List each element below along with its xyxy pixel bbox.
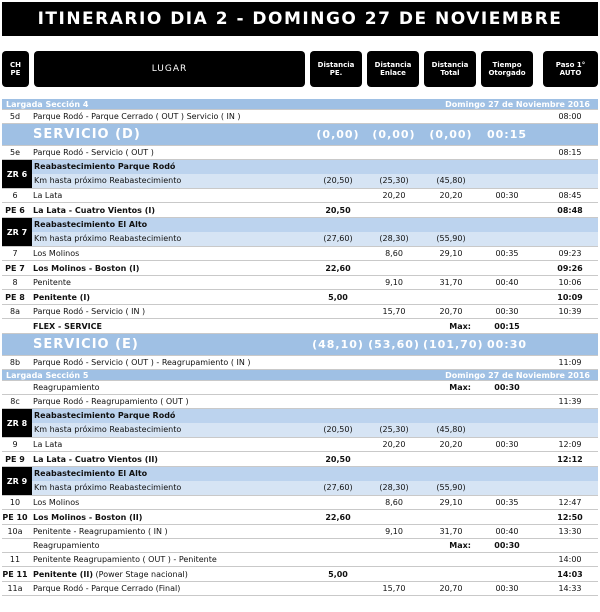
page-title: ITINERARIO DIA 2 - DOMINGO 27 DE NOVIEMBRE	[2, 2, 598, 36]
distance-total: (45,80)	[436, 176, 466, 185]
control-number: 8b	[9, 358, 21, 367]
first-car-time: 13:30	[558, 527, 582, 536]
control-number: PE 8	[5, 293, 25, 302]
header-distancia-enlace	[367, 51, 419, 87]
refuel-zone-row	[2, 160, 598, 189]
first-car-time: 12:47	[558, 498, 582, 507]
first-car-time: 11:09	[558, 358, 582, 367]
first-car-time: 14:03	[557, 570, 583, 579]
section-date: Domingo 27 de Noviembre 2016	[445, 100, 590, 109]
table-row	[2, 510, 598, 525]
first-car-time: 09:26	[557, 264, 583, 273]
control-number: 10	[9, 498, 21, 507]
control-number: 8c	[10, 397, 20, 406]
time-allowed: 00:30	[495, 440, 519, 449]
location-extra: (Power Stage nacional)	[92, 570, 188, 579]
distance-total: (0,00)	[429, 128, 473, 141]
table-row	[2, 203, 598, 218]
first-car-time: 08:45	[558, 191, 582, 200]
location-name: Parque Rodó - Parque Cerrado ( OUT ) Servicio ( IN )	[33, 112, 241, 121]
distance-enlace: 20,20	[382, 440, 406, 449]
distance-enlace: 8,60	[385, 498, 403, 507]
table-row	[2, 319, 598, 334]
time-allowed: 00:30	[495, 584, 519, 593]
distance-total: 20,20	[439, 440, 463, 449]
table-row	[2, 567, 598, 582]
time-allowed: 00:30	[495, 191, 519, 200]
header-distancia-pe-label: Distancia PE.	[317, 61, 355, 77]
time-allowed: 00:15	[486, 128, 527, 141]
location-name: La Lata	[33, 440, 63, 449]
table-row	[2, 381, 598, 395]
distance-pe: 5,00	[328, 293, 348, 302]
distance-pe: 5,00	[328, 570, 348, 579]
control-number: PE 6	[5, 206, 25, 215]
table-row	[2, 496, 598, 510]
refuel-detail-label: Km hasta próximo Reabastecimiento	[34, 425, 182, 434]
time-allowed: 00:15	[494, 322, 520, 331]
first-car-time: 11:39	[558, 397, 582, 406]
first-car-time: 09:23	[558, 249, 582, 258]
first-car-time: 14:33	[558, 584, 582, 593]
location-name: Parque Rodó - Servicio ( IN )	[33, 307, 146, 316]
location-name: Parque Rodó - Servicio ( OUT )	[33, 148, 154, 157]
distance-enlace: 15,70	[382, 307, 406, 316]
distance-enlace: 8,60	[385, 249, 403, 258]
time-allowed: 00:30	[494, 383, 520, 392]
refuel-zone-row	[2, 409, 598, 438]
table-row	[2, 247, 598, 261]
table-row	[2, 539, 598, 553]
table-row	[2, 276, 598, 290]
distance-total: (101,70)	[423, 338, 484, 351]
distance-pe: (20,50)	[323, 176, 353, 185]
table-row	[2, 525, 598, 539]
section-header-row	[2, 99, 598, 110]
location-name: Los Molinos - Boston (II)	[33, 513, 143, 522]
distance-enlace: 9,10	[385, 278, 403, 287]
location-name: Los Molinos	[33, 249, 80, 258]
header-distancia-pe	[310, 51, 362, 87]
time-allowed: 00:30	[486, 338, 527, 351]
location-name: La Lata	[33, 191, 63, 200]
distance-total: 20,70	[439, 584, 463, 593]
refuel-detail-label: Km hasta próximo Reabastecimiento	[34, 483, 182, 492]
time-allowed: 00:35	[495, 498, 519, 507]
control-number: 8a	[10, 307, 20, 316]
location-name: Penitente Reagrupamiento ( OUT ) - Penitente	[33, 555, 217, 564]
refuel-detail	[32, 232, 598, 246]
distance-total: (55,90)	[436, 234, 466, 243]
location-name: Parque Rodó - Parque Cerrado (Final)	[33, 584, 181, 593]
header-lugar	[34, 51, 305, 87]
first-car-time: 08:00	[558, 112, 582, 121]
control-number: 5d	[9, 112, 21, 121]
refuel-title: Reabastecimiento Parque Rodó	[32, 160, 598, 174]
refuel-title: Reabastecimiento El Alto	[32, 218, 598, 232]
control-number: PE 9	[5, 455, 25, 464]
distance-enlace: 9,10	[385, 527, 403, 536]
time-allowed: 00:30	[494, 541, 520, 550]
zone-badge: ZR 7	[2, 218, 32, 246]
table-row	[2, 582, 598, 596]
service-row	[2, 124, 598, 146]
first-car-time: 10:06	[558, 278, 582, 287]
table-row	[2, 110, 598, 124]
distance-pe: (48,10)	[312, 338, 364, 351]
header-distancia-enlace-label: Distancia Enlace	[374, 61, 412, 77]
location-name: SERVICIO (E)	[33, 337, 139, 352]
distance-enlace: (25,30)	[379, 425, 409, 434]
table-row	[2, 261, 598, 276]
location-name: Reagrupamiento	[33, 383, 100, 392]
control-number: 5e	[9, 148, 20, 157]
header-lugar-label: LUGAR	[151, 64, 188, 74]
header-distancia-total-label: Distancia Total	[431, 61, 469, 77]
first-car-time: 12:12	[557, 455, 583, 464]
location-name: Parque Rodó - Reagrupamiento ( OUT )	[33, 397, 189, 406]
refuel-detail	[32, 174, 598, 188]
first-car-time: 12:09	[558, 440, 582, 449]
table-row	[2, 438, 598, 452]
header-ch-pe-label: CH PE	[10, 61, 21, 77]
location-name: SERVICIO (D)	[33, 127, 141, 142]
distance-total: (55,90)	[436, 483, 466, 492]
distance-pe: 20,50	[325, 206, 351, 215]
distance-enlace: (25,30)	[379, 176, 409, 185]
time-allowed: 00:35	[495, 249, 519, 258]
refuel-title: Reabastecimiento El Alto	[32, 467, 598, 481]
distance-pe: (27,60)	[323, 234, 353, 243]
zone-badge: ZR 8	[2, 409, 32, 437]
distance-enlace: (28,30)	[379, 483, 409, 492]
refuel-zone-row	[2, 218, 598, 247]
distance-total: (45,80)	[436, 425, 466, 434]
location-name: La Lata - Cuatro Vientos (I)	[33, 206, 155, 215]
control-number: 11a	[7, 584, 23, 593]
header-ch-pe	[2, 51, 29, 87]
distance-enlace: 15,70	[382, 584, 406, 593]
distance-total: 29,10	[439, 249, 463, 258]
table-row	[2, 146, 598, 160]
distance-enlace: (53,60)	[368, 338, 420, 351]
first-car-time: 10:39	[558, 307, 582, 316]
zone-badge: ZR 6	[2, 160, 32, 188]
location-name: La Lata - Cuatro Vientos (II)	[33, 455, 158, 464]
refuel-detail-label: Km hasta próximo Reabastecimiento	[34, 234, 182, 243]
control-number: 7	[12, 249, 18, 258]
header-paso-auto-label: Paso 1° AUTO	[555, 61, 586, 77]
distance-pe: (27,60)	[323, 483, 353, 492]
table-row	[2, 290, 598, 305]
table-row	[2, 395, 598, 409]
zone-badge: ZR 9	[2, 467, 32, 495]
section-header-row	[2, 370, 598, 381]
table-row	[2, 305, 598, 319]
first-car-time: 08:15	[558, 148, 582, 157]
distance-total: 31,70	[439, 278, 463, 287]
distance-total: Max:	[449, 383, 471, 392]
itinerary-table	[2, 99, 598, 596]
first-car-time: 10:09	[557, 293, 583, 302]
distance-enlace: 20,20	[382, 191, 406, 200]
refuel-detail	[32, 423, 598, 437]
distance-pe: 22,60	[325, 513, 351, 522]
control-number: 6	[12, 191, 18, 200]
distance-total: Max:	[449, 322, 471, 331]
distance-total: 29,10	[439, 498, 463, 507]
distance-enlace: (28,30)	[379, 234, 409, 243]
first-car-time: 14:00	[558, 555, 582, 564]
section-date: Domingo 27 de Noviembre 2016	[445, 371, 590, 380]
first-car-time: 12:50	[557, 513, 583, 522]
refuel-detail-label: Km hasta próximo Reabastecimiento	[34, 176, 182, 185]
distance-total: 20,70	[439, 307, 463, 316]
distance-enlace: (0,00)	[372, 128, 416, 141]
time-allowed: 00:40	[495, 278, 519, 287]
distance-pe: (20,50)	[323, 425, 353, 434]
header-distancia-total	[424, 51, 476, 87]
location-name: Parque Rodó - Servicio ( OUT ) - Reagrupamiento ( IN )	[33, 358, 251, 367]
service-row	[2, 334, 598, 356]
control-number: 11	[9, 555, 21, 564]
time-allowed: 00:40	[495, 527, 519, 536]
location-name: Penitente - Reagrupamiento ( IN )	[33, 527, 168, 536]
refuel-detail	[32, 481, 598, 495]
table-row	[2, 356, 598, 370]
distance-total: 20,20	[439, 191, 463, 200]
first-car-time: 08:48	[557, 206, 583, 215]
table-row	[2, 553, 598, 567]
control-number: PE 10	[2, 513, 28, 522]
location-name: FLEX - SERVICE	[33, 322, 102, 331]
location-name: Penitente (I)	[33, 293, 90, 302]
section-label: Largada Sección 5	[6, 371, 89, 380]
location-name: Reagrupamiento	[33, 541, 100, 550]
header-tiempo-otorgado-label: Tiempo Otorgado	[488, 61, 526, 77]
table-row	[2, 189, 598, 203]
control-number: 8	[12, 278, 18, 287]
location-name: Penitente (II) (Power Stage nacional)	[33, 570, 188, 579]
section-label: Largada Sección 4	[6, 100, 89, 109]
location-name: Penitente	[33, 278, 71, 287]
control-number: PE 7	[5, 264, 25, 273]
distance-pe: (0,00)	[316, 128, 360, 141]
distance-pe: 20,50	[325, 455, 351, 464]
location-name: Los Molinos - Boston (I)	[33, 264, 140, 273]
header-tiempo-otorgado	[481, 51, 533, 87]
refuel-zone-row	[2, 467, 598, 496]
table-row	[2, 452, 598, 467]
control-number: PE 11	[2, 570, 28, 579]
header-paso-auto	[543, 51, 598, 87]
control-number: 10a	[7, 527, 23, 536]
location-name: Los Molinos	[33, 498, 80, 507]
distance-total: 31,70	[439, 527, 463, 536]
time-allowed: 00:30	[495, 307, 519, 316]
distance-total: Max:	[449, 541, 471, 550]
distance-pe: 22,60	[325, 264, 351, 273]
refuel-title: Reabastecimiento Parque Rodó	[32, 409, 598, 423]
control-number: 9	[12, 440, 18, 449]
